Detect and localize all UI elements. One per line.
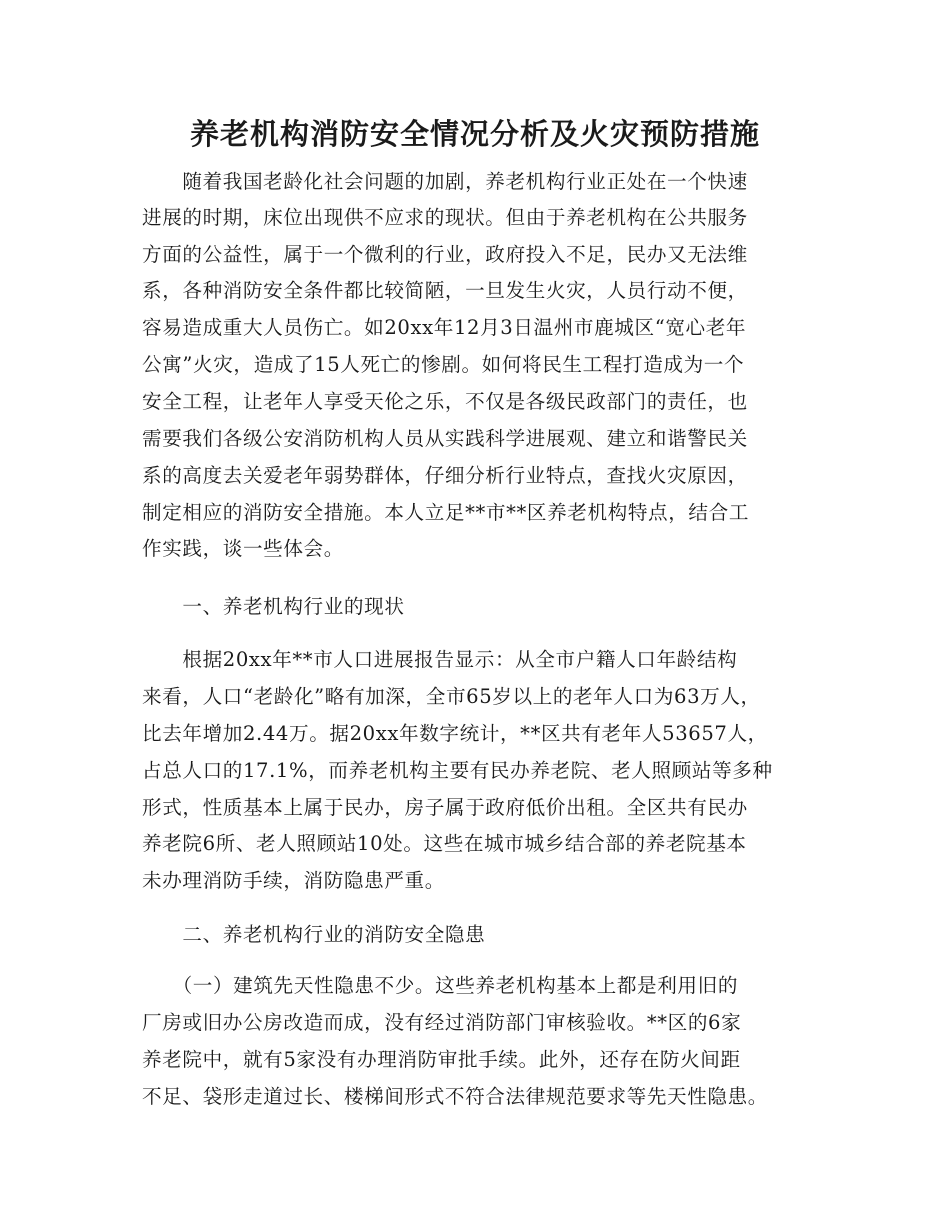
- paragraph-line: 不足、袋形走道过长、楼梯间形式不符合法律规范要求等先天性隐患。: [142, 1085, 769, 1108]
- paragraph-line: 养老院6所、老人照顾站10处。这些在城市城乡结合部的养老院基本: [142, 832, 747, 855]
- paragraph-line: 厂房或旧办公房改造而成，没有经过消防部门审核验收。**区的6家: [142, 1011, 742, 1034]
- paragraph-line: 随着我国老龄化社会问题的加剧，养老机构行业正处在一个快速: [142, 170, 748, 193]
- paragraph-line: 形式，性质基本上属于民办，房子属于政府低价出租。全区共有民办: [142, 796, 748, 819]
- paragraph-line: 来看，人口“老龄化”略有加深，全市65岁以上的老年人口为63万人，: [142, 685, 761, 708]
- paragraph-line: 方面的公益性，属于一个微利的行业，政府投入不足，民办又无法维: [142, 243, 748, 266]
- paragraph-line: 未办理消防手续，消防隐患严重。: [142, 869, 445, 892]
- paragraph-line: 占总人口的17.1%，而养老机构主要有民办养老院、老人照顾站等多种: [142, 759, 773, 782]
- paragraph-line: 系的高度去关爱老年弱势群体，仔细分析行业特点，查找火灾原因，: [142, 464, 748, 487]
- document-title: 养老机构消防安全情况分析及火灾预防措施: [189, 117, 760, 151]
- paragraph-line: 系，各种消防安全条件都比较简陋，一旦发生火灾，人员行动不便，: [142, 279, 748, 302]
- paragraph-line: 公寓”火灾，造成了15人死亡的惨剧。如何将民生工程打造成为一个: [142, 353, 745, 376]
- paragraph-line: 比去年增加2.44万。据20xx年数字统计，**区共有老年人53657人，: [142, 722, 768, 745]
- section-heading: 二、养老机构行业的消防安全隐患: [142, 923, 486, 946]
- paragraph-line: 需要我们各级公安消防机构人员从实践科学进展观、建立和谐警民关: [142, 427, 748, 450]
- paragraph-line: 容易造成重大人员伤亡。如20xx年12月3日温州市鹿城区“宽心老年: [142, 316, 747, 339]
- paragraph-line: 安全工程，让老年人享受天伦之乐，不仅是各级民政部门的责任，也: [142, 390, 748, 413]
- paragraph-line: 根据20xx年**市人口进展报告显示：从全市户籍人口年龄结构: [142, 648, 738, 671]
- section-heading: 一、养老机构行业的现状: [142, 595, 405, 618]
- paragraph-line: 制定相应的消防安全措施。本人立足**市**区养老机构特点，结合工: [142, 501, 750, 524]
- paragraph-line: 作实践，谈一些体会。: [142, 537, 344, 560]
- paragraph-line: 养老院中，就有5家没有办理消防审批手续。此外，还存在防火间距: [142, 1048, 741, 1071]
- paragraph-line: （一）建筑先天性隐患不少。这些养老机构基本上都是利用旧的: [142, 974, 739, 997]
- paragraph-line: 进展的时期，床位出现供不应求的现状。但由于养老机构在公共服务: [142, 206, 748, 229]
